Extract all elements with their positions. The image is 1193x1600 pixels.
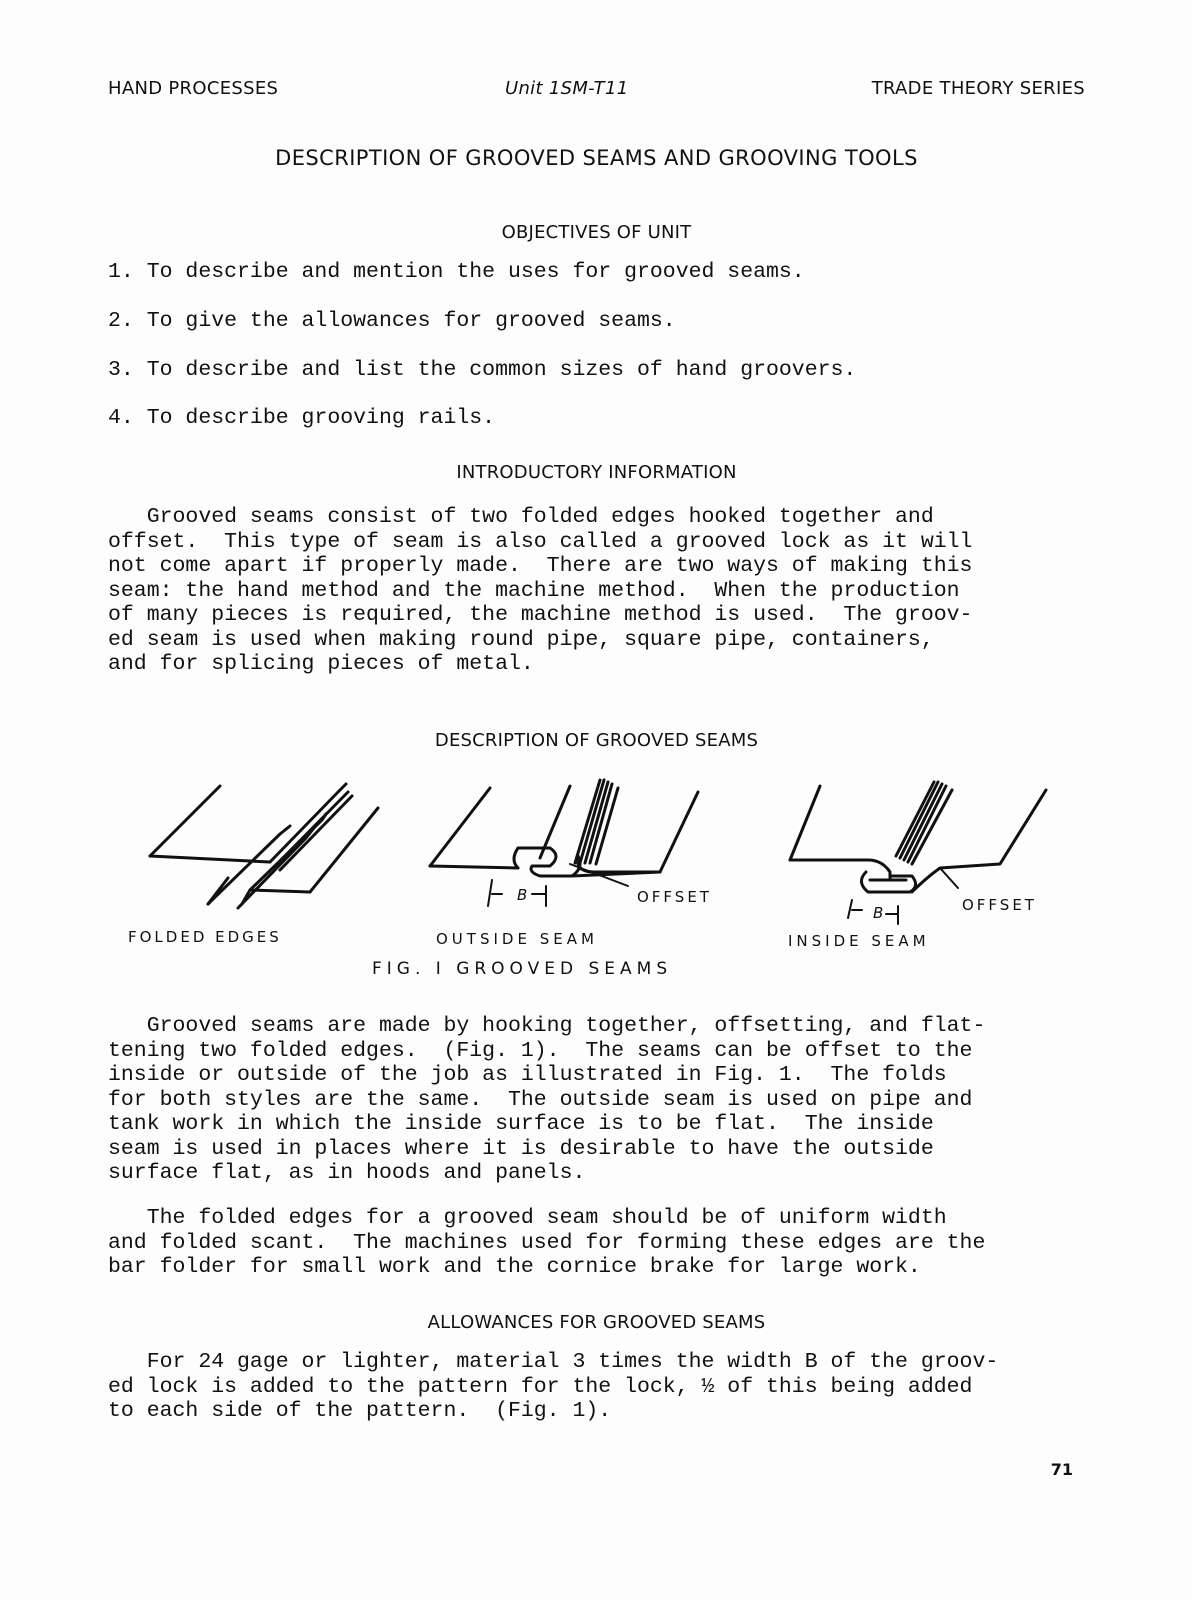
folded-edges-drawing bbox=[150, 784, 378, 908]
description-heading: DESCRIPTION OF GROOVED SEAMS bbox=[434, 730, 759, 751]
inside-seam-drawing bbox=[790, 782, 1046, 892]
figure-caption: FIG. I GROOVED SEAMS bbox=[372, 959, 673, 979]
inside-seam-label: INSIDE SEAM bbox=[788, 932, 930, 950]
b-dimension-inside: B bbox=[873, 904, 884, 922]
header-left: HAND PROCESSES bbox=[108, 78, 279, 99]
objective-item-1: 1. To describe and mention the uses for grooved seams. bbox=[108, 260, 805, 284]
intro-heading: INTRODUCTORY INFORMATION bbox=[456, 462, 737, 483]
objective-item-2: 2. To give the allowances for grooved seams. bbox=[108, 309, 676, 333]
b-dimension-outside: B bbox=[517, 886, 528, 904]
offset-label-inside: OFFSET bbox=[962, 896, 1037, 914]
description-paragraph-1: Grooved seams are made by hooking together, offsetting, and flat- tening two folded edges. (Fig. 1). The seams can be offset to the inside or outside of the job as illustrated in Fig. 1. The folds for both styles are the same. The outside seam is used on pipe and tank work in which the inside surface is to be flat. The inside seam is used in places where it is desirable to have the outside surface flat, as in hoods and panels. bbox=[108, 1014, 986, 1185]
header-right: TRADE THEORY SERIES bbox=[871, 78, 1085, 99]
allowances-heading: ALLOWANCES FOR GROOVED SEAMS bbox=[427, 1312, 766, 1333]
objective-item-4: 4. To describe grooving rails. bbox=[108, 406, 496, 430]
header-unit: Unit 1SM-T11 bbox=[505, 78, 629, 99]
intro-paragraph: Grooved seams consist of two folded edges hooked together and offset. This type of seam is also called a grooved lock as it will not come apart if properly made. There are two ways of making this seam: the hand method and the machine method. When the production of many pieces is required, the machine method is used. The groov- ed seam is used when making round pipe, square pipe, containers, and for splicing pieces of metal. bbox=[108, 505, 973, 676]
objective-item-3: 3. To describe and list the common sizes of hand groovers. bbox=[108, 358, 857, 382]
outside-seam-drawing bbox=[430, 780, 698, 886]
grooved-seams-figure bbox=[100, 768, 1100, 998]
description-paragraph-2: The folded edges for a grooved seam should be of uniform width and folded scant. The machines used for forming these edges are the bar folder for small work and the cornice brake for large work. bbox=[108, 1206, 986, 1279]
page-title: DESCRIPTION OF GROOVED SEAMS AND GROOVING TOOLS bbox=[275, 146, 918, 170]
allowances-paragraph: For 24 gage or lighter, material 3 times the width B of the groov- ed lock is added to the pattern for the lock, ½ of this being added to each side of the pattern. (Fig. 1). bbox=[108, 1350, 999, 1423]
objectives-heading: OBJECTIVES OF UNIT bbox=[501, 222, 692, 243]
offset-label-outside: OFFSET bbox=[637, 888, 712, 906]
outside-seam-label: OUTSIDE SEAM bbox=[436, 930, 598, 948]
folded-edges-label: FOLDED EDGES bbox=[128, 928, 282, 946]
page-number: 71 bbox=[1050, 1460, 1073, 1479]
